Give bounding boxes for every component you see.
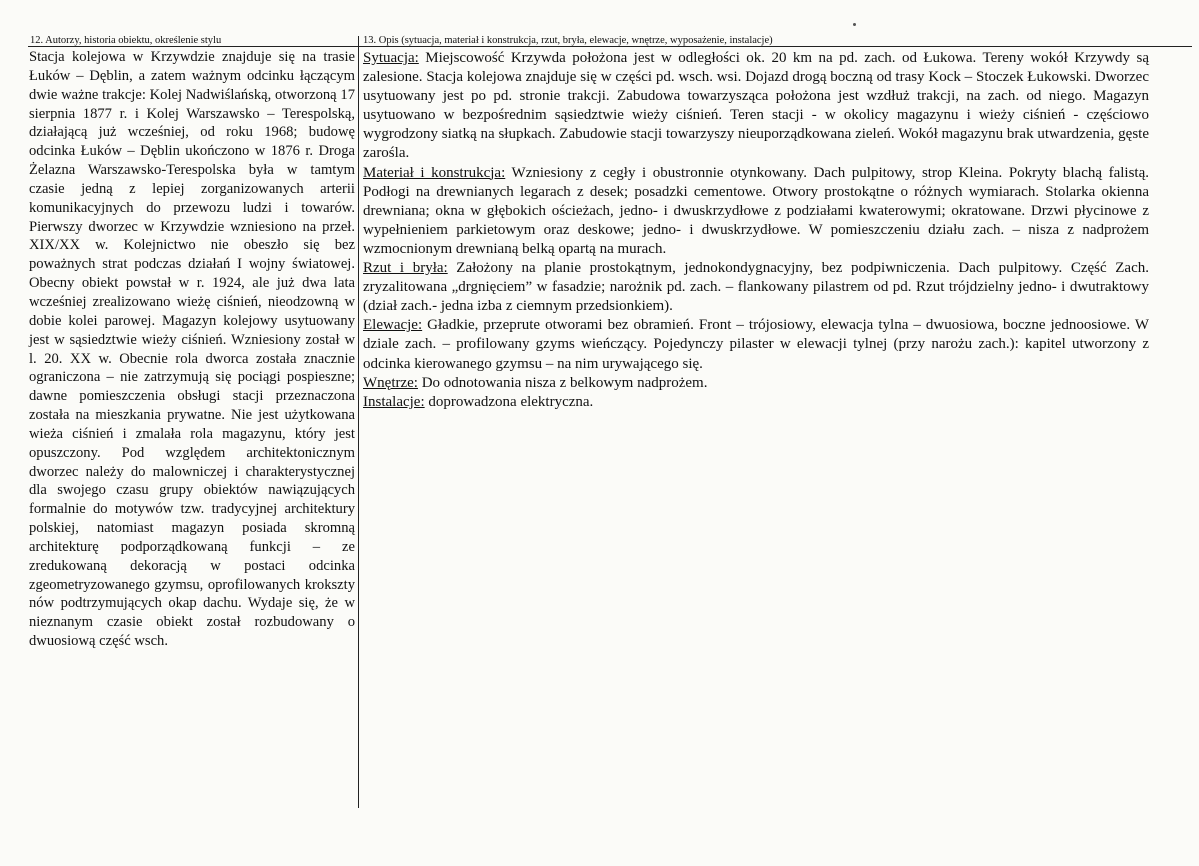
rzut-section xyxy=(363,259,1149,316)
material-section xyxy=(363,164,1149,259)
wnetrze-label: Wnętrze: xyxy=(363,374,418,391)
right-column-header: 13. Opis (sytuacja, materiał i konstrukcja, rzut, bryła, elewacje, wnętrze, wyposażenie, instalacje) xyxy=(363,35,773,46)
instalacje-label: Instalacje: xyxy=(363,393,425,410)
sytuacja-text: Miejscowość Krzywda położona jest w odległości ok. 20 km na pd. zach. od Łukowa. Tereny wokół Krzywdy są zalesione. Stacja kolejowa znajduje się w części pd. wsch. wsi. Dojazd drogą boczną od trasy Kock – Stoczek Łukowski. Dworzec usytuowany jest po pd. stronie trakcji. Zabudowa towarzysząca położona jest wzdłuż trakcji, na zach. od niego. Magazyn usytuowano w bezpośrednim sąsiedztwie wieży ciśnień. Teren stacji - w okolicy magazynu i wieży ciśnień - częściowo wygrodzony siatką na słupkach. Zabudowie stacji towarzyszy nieuporządkowana zieleń. Wokół magazynu brak utwardzenia, gęste zarośla. xyxy=(363,50,1149,162)
elewacje-section xyxy=(363,316,1149,373)
rzut-label: Rzut i bryła: xyxy=(363,260,448,277)
column-divider xyxy=(358,36,359,808)
elewacje-label: Elewacje: xyxy=(363,317,423,334)
rzut-text: Założony na planie prostokątnym, jednokondygnacyjny, bez podpiwniczenia. Dach pulpitowy. Część Zach. zryzalitowana „drgnięciem” w fasadzie; narożnik pd. zach. – flankowany pilastrem od pd. Rzut trójdzielny jedno- i dwutraktowy (dział zach.- jedna izba z ciemnym przedsionkiem). xyxy=(363,260,1149,315)
history-column xyxy=(29,48,355,651)
description-column xyxy=(363,49,1149,412)
sytuacja-section xyxy=(363,49,1149,164)
instalacje-text: doprowadzona elektryczna. xyxy=(424,393,594,410)
material-text: Wzniesiony z cegły i obustronnie otynkowany. Dach pulpitowy, strop Kleina. Pokryty blachą falistą. Podłogi na drewnianych legarach z desek; posadzki cementowe. Otwory prostokątne o różnych wymiarach. Stolarka okienna drewniana; okna w głębokich ościeżach, jedno- i dwuskrzydłowe z podziałami kwaterowymi; okratowane. Drzwi płycinowe z wypełnieniem parkietowym oraz deskowe; jedno- i dwuskrzydłowe. W pomieszczeniu działu zach. – nisza z nadprożem wzmocnionym drewnianą belką opartą na murach. xyxy=(363,164,1149,257)
material-label: Materiał i konstrukcja: xyxy=(363,164,506,181)
left-column-header: 12. Autorzy, historia obiektu, określenie stylu xyxy=(30,35,222,46)
header-rule xyxy=(28,46,1192,47)
wnetrze-section xyxy=(363,374,1149,393)
scan-speck xyxy=(853,23,856,26)
elewacje-text: Gładkie, przeprute otworami bez obramień. Front – trójosiowy, elewacja tylna – dwuosiowa, boczne jednoosiowe. W dziale zach. – profilowany gzyms wieńczący. Pojedynczy pilaster w elewacji tylnej (przy narożu zach.): kapitel utworzony z odcinka kierowanego gzymsu – na nim urywającego się. xyxy=(363,317,1149,372)
sytuacja-label: Sytuacja: xyxy=(363,50,419,66)
wnetrze-text: Do odnotowania nisza z belkowym nadprożem. xyxy=(417,374,708,391)
instalacje-section xyxy=(363,393,1149,412)
history-text: Stacja kolejowa w Krzywdzie znajduje się na trasie Łuków – Dęblin, a zatem ważnym odcinku łączącym dwie ważne trakcje: Kolej Nadwiślańską, otworzoną 17 sierpnia 1877 r. i Kolej Warszawsko – Terespolską, działającą już wcześniej, od roku 1968; budowę odcinka Łuków – Dęblin ukończono w 1876 r. Droga Żelazna Warszawsko-Terespolska była w tamtym czasie jedną z lepiej zorganizowanych arterii komunikacyjnych do przewozu ludzi i towarów. Pierwszy dworzec w Krzywdzie wzniesiono na przeł. XIX/XX w. Kolejnictwo nie obeszło się bez poważnych strat podczas działań I wojny światowej. Obecny obiekt powstał w r. 1924, ale już dwa lata wcześniej zrealizowano wieżę ciśnień, nieodzowną w dobie kolei parowej. Magazyn kolejowy usytuowany jest w sąsiedztwie wieży ciśnień. Wzniesiony został w l. 20. XX w. Obecnie rola dworca została znacznie ograniczona – nie zatrzymują się pociągi pospieszne; dawne pomieszczenia obsługi stacji przeznaczona została na mieszkania prywatne. Nie jest użytkowana wieża ciśnień i zmalała rola magazynu, który jest opuszczony. Pod względem architektonicznym dworzec należy do malowniczej i charakterystycznej dla swojego czasu grupy obiektów nawiązujących formalnie do motywów tzw. tradycyjnej architektury polskiej, natomiast magazyn posiada skromną architekturę podporządkowaną funkcji – ze zredukowaną dekoracją w postaci odcinka zgeometryzowanego gzymsu, oprofilowanych krokszty nów podtrzymujących okap dachu. Wydaje się, że w nieznanym czasie obiekt został rozbudowany o dwuosiową część wsch. xyxy=(29,49,355,650)
